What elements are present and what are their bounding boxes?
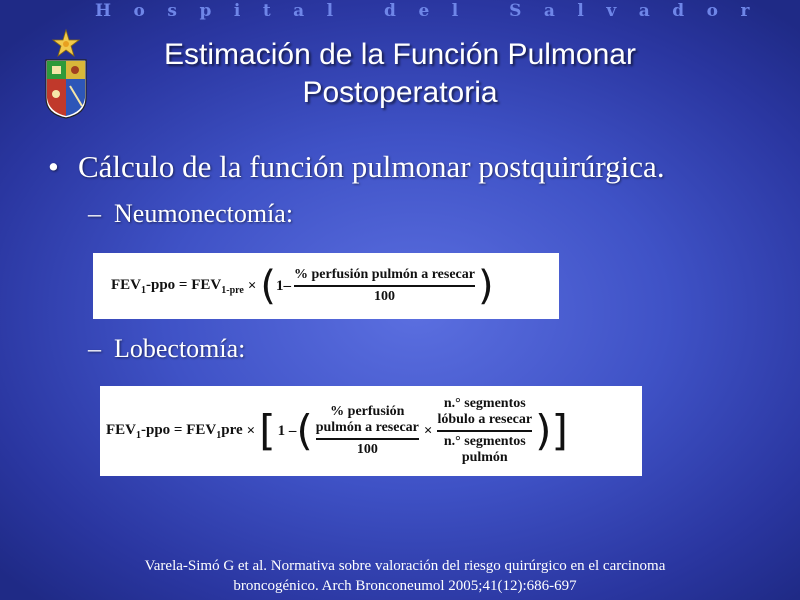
fraction-denominator: n.° segmentos xyxy=(443,433,526,449)
formula-subscript: 1 xyxy=(216,429,222,441)
times-symbol: × xyxy=(423,422,433,439)
bullet-dot-icon: • xyxy=(48,149,59,184)
formula-subscript: 1 xyxy=(141,284,146,296)
reference-line-1: Varela-Simó G et al. Normativa sobre valoración del riesgo quirúrgico en el carcinoma xyxy=(144,558,666,574)
left-paren: ( xyxy=(260,263,276,309)
formula-text: 1 – xyxy=(277,422,297,439)
fraction-bar xyxy=(316,438,419,440)
formula-subscript: 1-pre xyxy=(221,284,244,296)
sub-item-label: Neumonectomía: xyxy=(114,199,294,228)
title-line-1: Estimación de la Función Pulmonar xyxy=(164,38,636,71)
fraction xyxy=(294,267,475,305)
reference-citation xyxy=(60,556,750,596)
times-symbol: × xyxy=(246,422,256,439)
sub-item-label: Lobectomía: xyxy=(114,334,246,363)
formula-text: FEV xyxy=(106,421,136,438)
fraction-perfusion xyxy=(316,404,419,458)
reference-line-2: broncogénico. Arch Bronconeumol 2005;41(12):686-697 xyxy=(233,578,577,594)
bullet-item xyxy=(48,148,778,186)
right-paren: ) xyxy=(535,406,552,455)
fraction-bar xyxy=(294,285,475,287)
fraction-denominator: 100 xyxy=(373,288,395,304)
times-symbol: × xyxy=(247,277,257,294)
sub-item-lobectomia xyxy=(88,333,245,365)
sub-item-neumonectomia xyxy=(88,198,293,230)
right-paren: ) xyxy=(477,263,494,309)
fraction-numerator: n.° segmentos xyxy=(443,396,526,412)
fraction-numerator: pulmón a resecar xyxy=(315,420,419,436)
right-bracket: ] xyxy=(551,406,568,455)
bullet-text: Cálculo de la función pulmonar postquirúrgica. xyxy=(78,149,665,184)
formula-text: 1– xyxy=(276,277,291,294)
formula-neumonectomia xyxy=(93,253,559,319)
fraction-numerator: lóbulo a resecar xyxy=(437,412,533,428)
left-paren: ( xyxy=(296,406,313,455)
formula-text: -ppo = FEV xyxy=(146,276,222,293)
formula-lobectomia xyxy=(100,386,642,476)
hospital-banner: Hospital del Salvador xyxy=(95,1,772,21)
dash-icon: – xyxy=(88,334,101,363)
fraction-numerator: % perfusión pulmón a resecar xyxy=(294,267,475,283)
formula-text: FEV xyxy=(111,276,141,293)
formula-text: -ppo = FEV xyxy=(141,421,217,438)
left-bracket: [ xyxy=(259,406,276,455)
title-line-2: Postoperatoria xyxy=(302,76,498,109)
university-crest-icon xyxy=(40,28,92,120)
dash-icon: – xyxy=(88,199,101,228)
formula-text: pre xyxy=(221,421,243,438)
fraction-segments xyxy=(437,396,532,466)
fraction-denominator: 100 xyxy=(356,441,378,457)
formula-subscript: 1 xyxy=(136,429,141,441)
fraction-denominator: pulmón xyxy=(461,449,508,465)
slide-title xyxy=(110,36,690,112)
fraction-bar xyxy=(437,430,532,432)
fraction-numerator: % perfusión xyxy=(330,404,405,420)
